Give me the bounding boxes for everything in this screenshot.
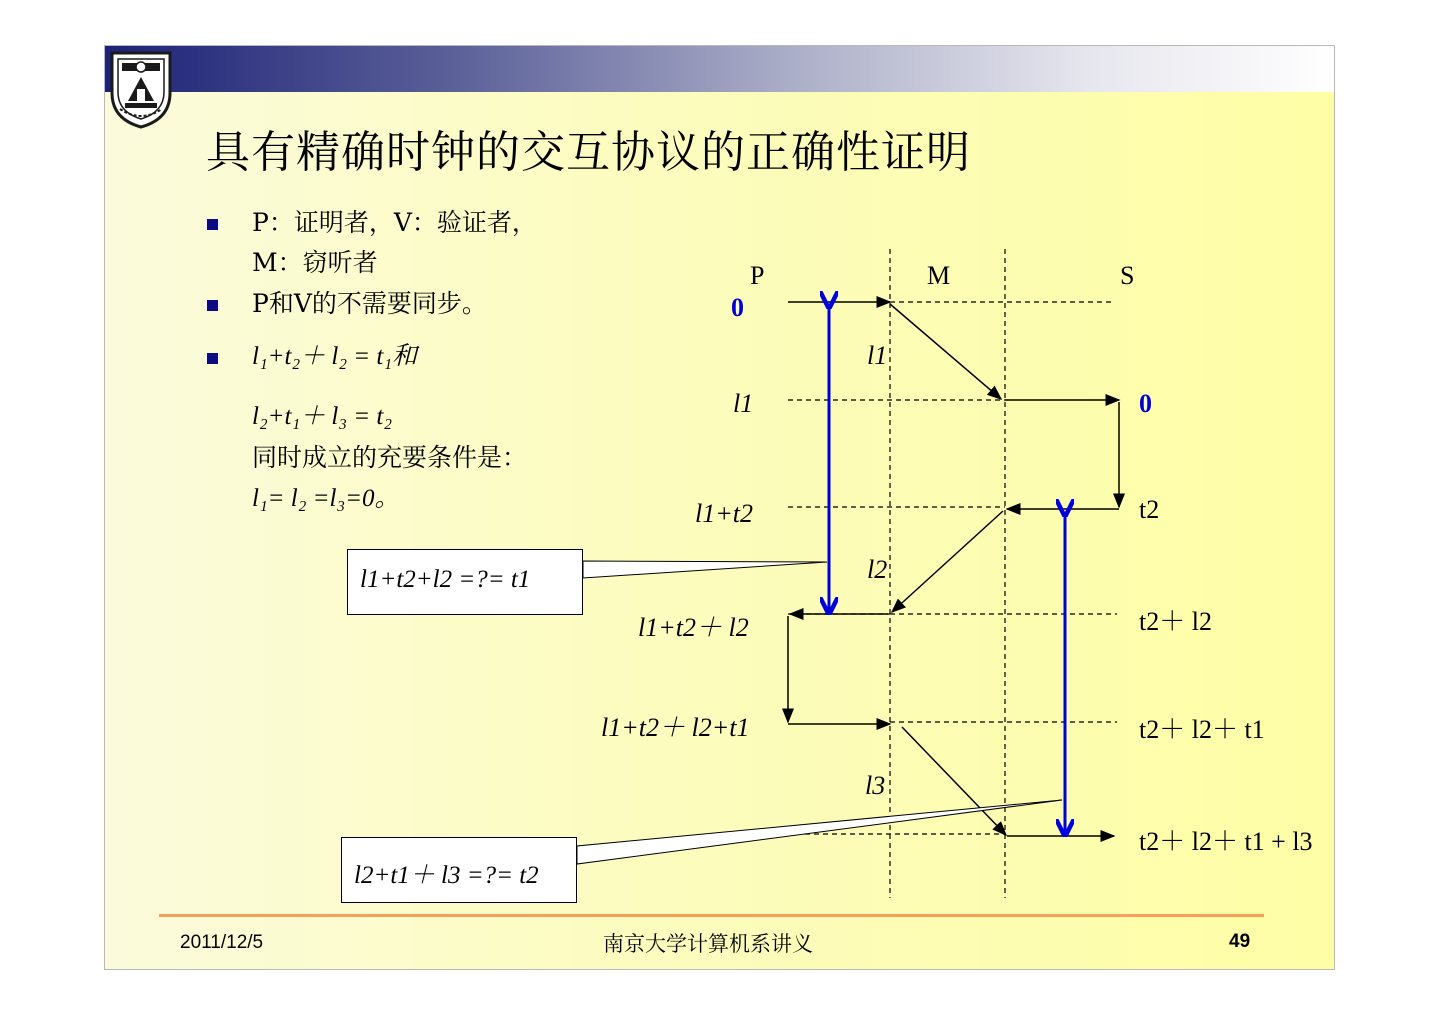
p-time-4: l1+t2＋ l2+t1 [601, 713, 750, 742]
footer-date: 2011/12/5 [180, 932, 264, 953]
p-time-1: l1 [733, 389, 754, 418]
s-time-3: t2＋ l2＋ t1 [1139, 715, 1265, 744]
p-time-3: l1+t2＋ l2 [638, 613, 749, 642]
callout-pointer-1 [583, 561, 827, 578]
delay-label-l1: l1 [867, 341, 888, 370]
column-label-p: P [750, 261, 765, 290]
s-time-1: t2 [1139, 495, 1160, 524]
delay-label-l2: l2 [867, 555, 888, 584]
column-label-s: S [1120, 261, 1135, 290]
footer-course: 南京大学计算机系讲义 [603, 932, 813, 956]
s-time-4: t2＋ l2＋ t1 + l3 [1139, 827, 1313, 856]
bullet-text: P和V的不需要同步。 [252, 289, 487, 318]
slide [104, 45, 1335, 970]
arrow-m-to-p-diagonal [892, 511, 1003, 612]
delay-label-l3: l3 [865, 771, 886, 800]
s-time-0: 0 [1139, 389, 1152, 418]
callout-box-1: l1+t2+l2 =?= t1 [347, 549, 583, 615]
p-time-0: 0 [731, 293, 744, 322]
bullet-text: l₁= l₂ =l₃=0。 [252, 485, 400, 512]
bullet-text: M：窃听者 [252, 248, 378, 277]
bullet-text: l₂+t₁＋ l₃ = t₂ [252, 403, 393, 430]
callout-pointer-2 [577, 800, 1062, 864]
s-time-2: t2＋ l2 [1139, 607, 1212, 636]
bullet-text: 同时成立的充要条件是： [252, 443, 528, 472]
arrow-m-to-s-diagonal [890, 304, 1001, 399]
bullet-text: P：证明者，V：验证者， [252, 208, 537, 237]
footer-rule [159, 914, 1264, 917]
column-label-m: M [927, 261, 951, 290]
slide-title: 具有精确时钟的交互协议的正确性证明 [206, 127, 971, 178]
protocol-diagram [105, 46, 1335, 970]
page-number: 49 [1229, 931, 1251, 952]
bullet-text: l₁+t₂＋ l₂ = t₁和 [252, 343, 418, 370]
callout-box-2: l2+t1＋ l3 =?= t2 [341, 837, 577, 903]
p-time-2: l1+t2 [695, 499, 753, 528]
